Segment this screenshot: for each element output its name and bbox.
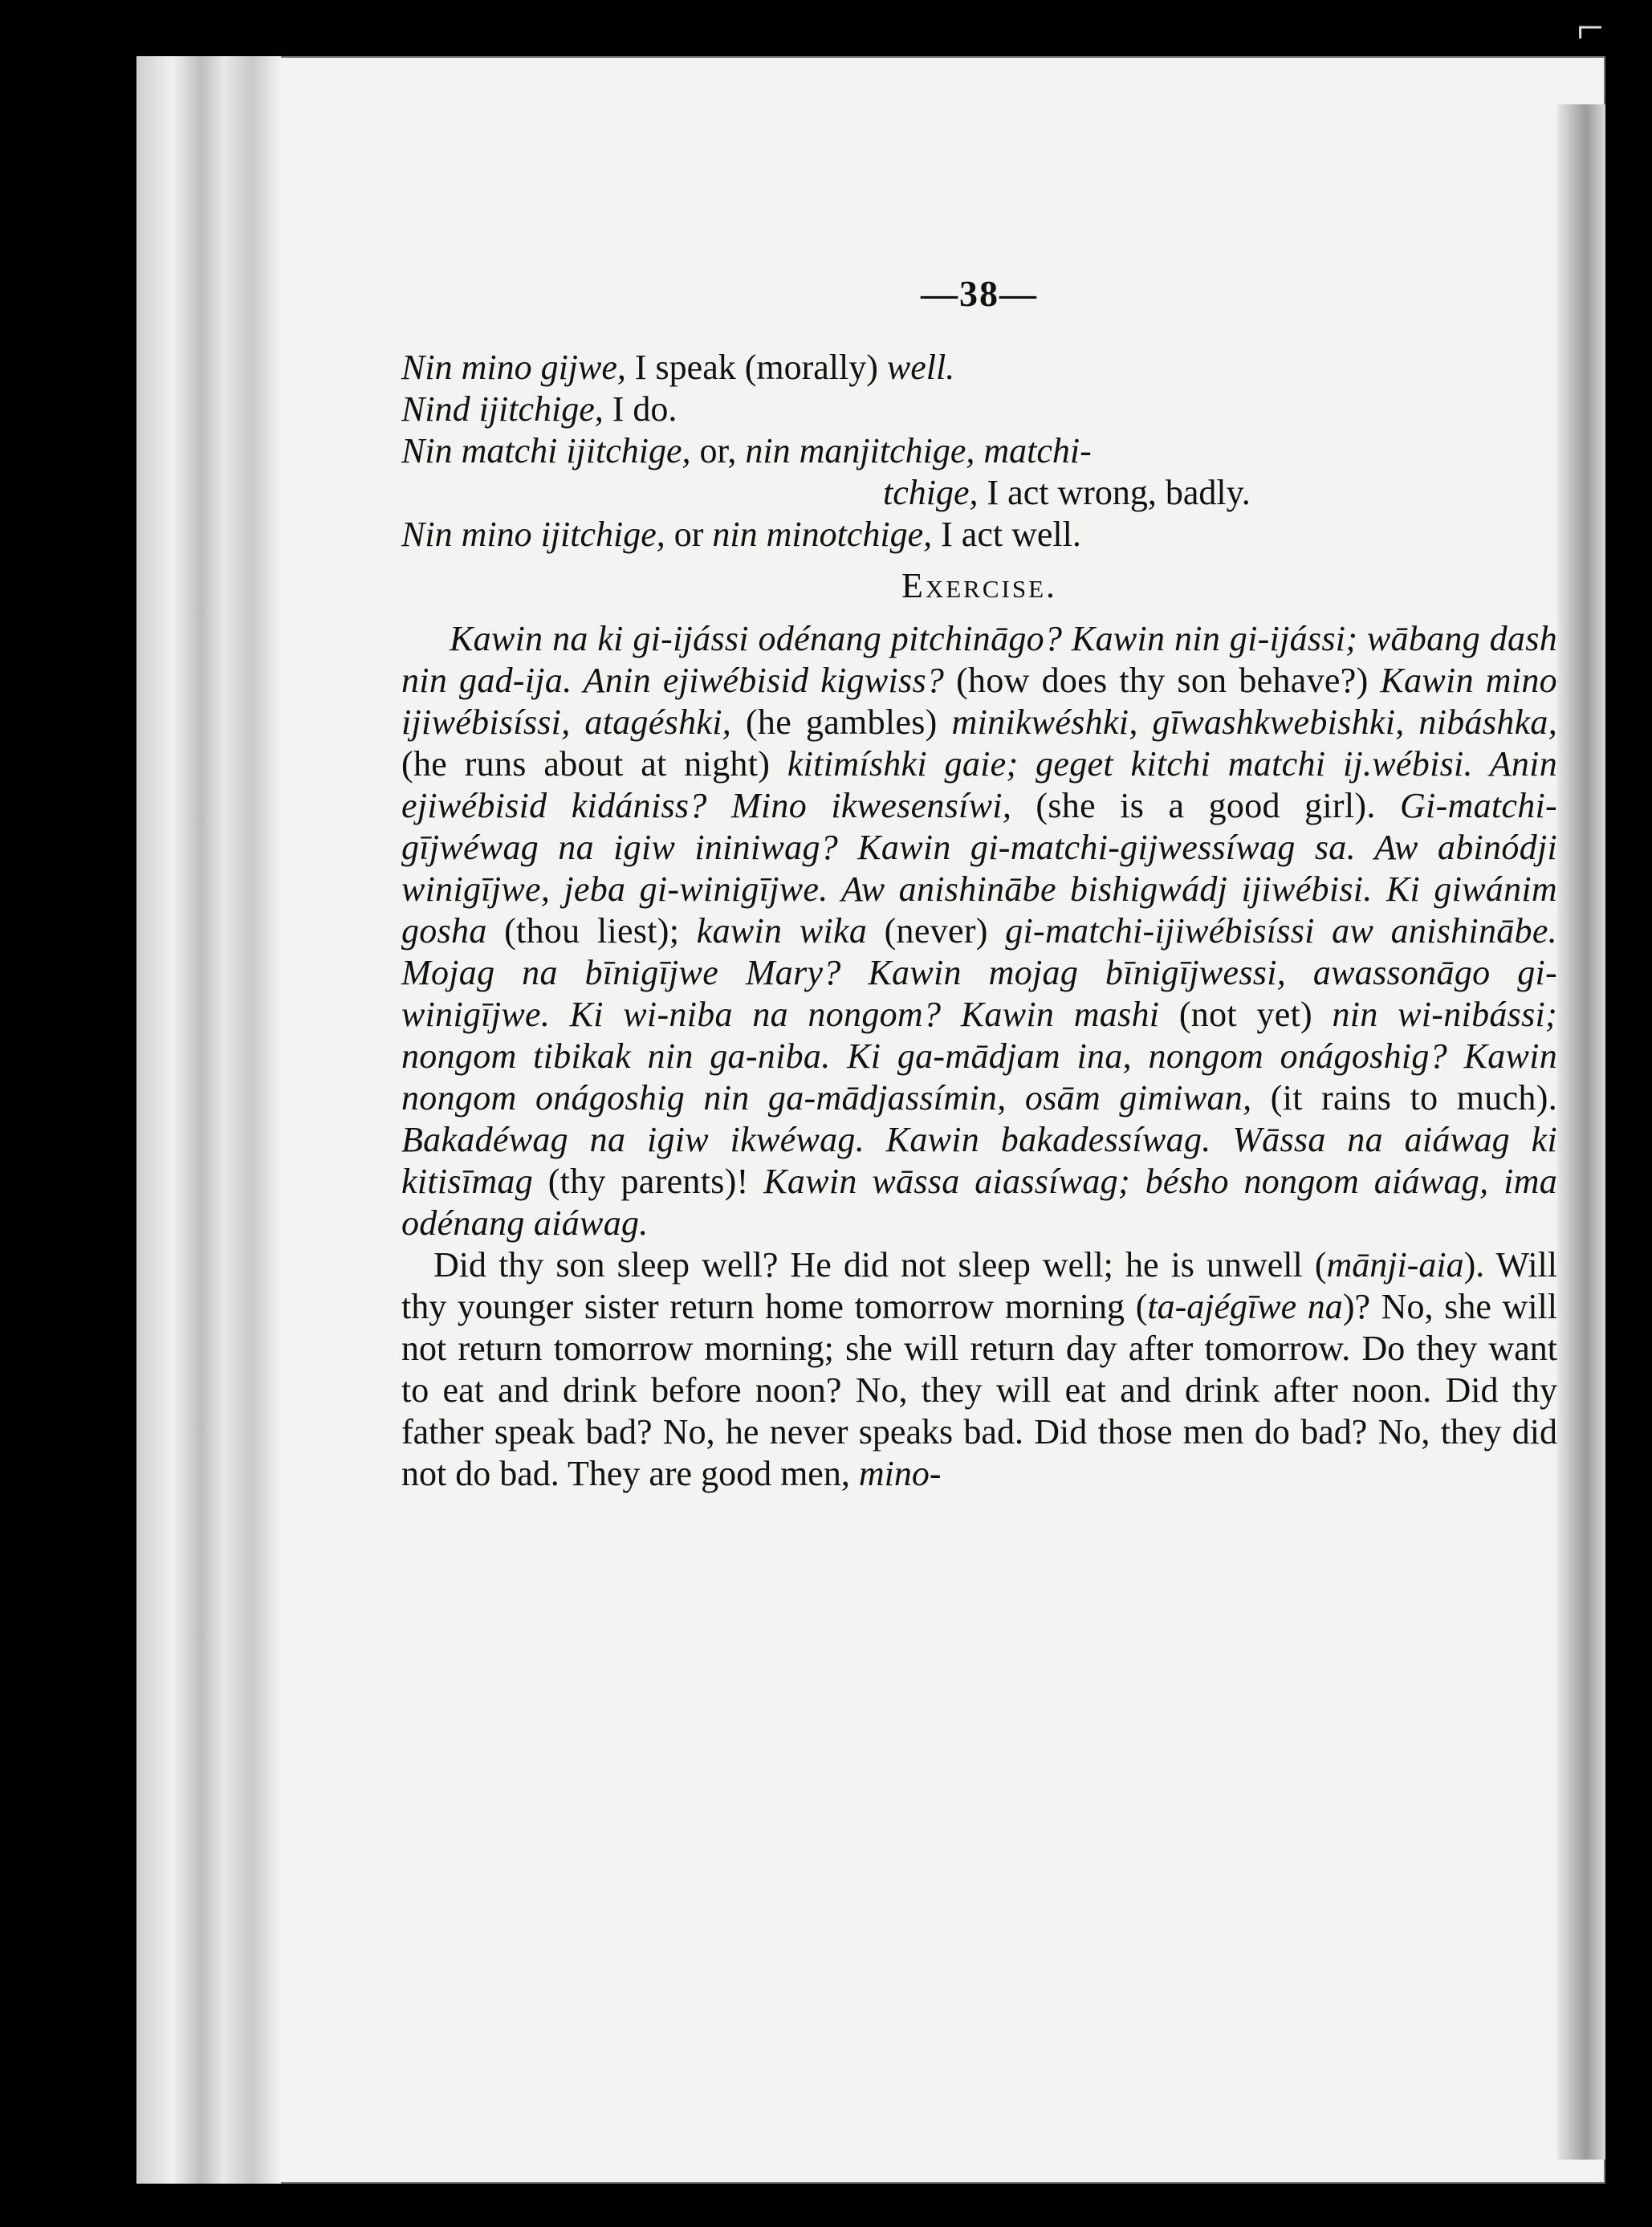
english-text-segment: (not yet) <box>1178 995 1333 1034</box>
native-text-segment: kawin wika <box>696 911 885 951</box>
definition-line <box>401 347 1557 389</box>
english-text-segment: (she is a good girl). <box>1036 786 1400 825</box>
gloss: I act wrong, badly. <box>978 473 1251 512</box>
english-text-segment: (thy parents)! <box>547 1162 764 1201</box>
native-term: nin manjitchige, matchi- <box>745 431 1092 470</box>
definition-line <box>401 514 1557 556</box>
native-term: Nin matchi ijitchige, <box>401 431 691 470</box>
native-text-segment: ta-ajégīwe na <box>1147 1287 1343 1326</box>
exercise-heading: Exercise. <box>901 566 1058 605</box>
gloss: or <box>665 515 713 554</box>
native-text-segment: minikwéshki, gīwashkwebishki, nibáshka, <box>951 702 1558 742</box>
definition-line <box>401 472 1557 514</box>
gloss: or, <box>690 431 746 470</box>
gloss: I act well. <box>932 515 1081 554</box>
page-edge <box>1557 104 1605 2160</box>
definition-line <box>401 430 1557 472</box>
english-text-segment: (how does thy son behave?) <box>956 661 1381 700</box>
english-text-segment: )? No, she will not return tomorrow morning; she will return day after tomorrow. Do they want to eat and drink before noon? No, they will eat and drink after noon. Did thy father speak bad? No, he never speaks bad. Did those men do bad? No, they did not do bad. They are good men, <box>401 1287 1558 1493</box>
definitions <box>401 347 1557 556</box>
native-term: tchige, <box>883 473 979 512</box>
english-text-segment: (thou liest); <box>504 911 697 951</box>
exercise-paragraph <box>401 618 1557 1244</box>
native-text-segment: Gi-matchi-gījwéwag na igiw ininiwag? Kawin gi-matchi-gijwessíwag sa. Aw abinódji winigījwe, jeba gi-winigījwe. Aw anishinābe bishigwádj ijiwébisi. Ki giwánim gosha <box>401 786 1557 951</box>
english-paragraph <box>401 1244 1557 1495</box>
native-text-segment: Kawin wāssa aiassíwag; bésho nongom aiáwag, ima odénang aiáwag. <box>401 1162 1557 1243</box>
native-text-segment: kitimíshki gaie; geget kitchi matchi ij.wébisi. Anin ejiwébisid kidániss? Mino ikwesensíwi, <box>401 744 1557 825</box>
native-text-segment: nin wi-nibássi; nongom tibikak nin ga-niba. Ki ga-mādjam ina, nongom onágoshig? Kawin nongom onágoshig nin ga-mādjassímin, osām gimiwan, <box>401 995 1557 1118</box>
native-term: well. <box>886 348 955 387</box>
native-term: nin minotchige, <box>712 515 933 554</box>
english-text-segment: (he runs about at night) <box>401 744 787 784</box>
native-term: Nind ijitchige, <box>401 389 604 429</box>
native-text-segment: mino- <box>858 1454 942 1493</box>
native-text-segment: Kawin na ki gi-ijássi odénang pitchināgo? Kawin nin gi-ijássi; wābang dash nin gad-ija. Anin ejiwébisid kigwiss? <box>401 619 1557 700</box>
gloss: I do. <box>603 389 677 429</box>
book-page <box>136 56 1605 2184</box>
native-text-segment: Kawin mino ijiwébisíssi, atagéshki, <box>401 661 1557 742</box>
definition-line <box>401 389 1557 430</box>
english-text-segment: (it rains to much). <box>1270 1078 1557 1118</box>
english-text-segment: ). Will thy younger sister return home tomorrow morning ( <box>401 1245 1557 1326</box>
page-number: —38— <box>921 273 1038 314</box>
gloss: I speak (morally) <box>625 348 887 387</box>
native-term: Nin mino ijitchige, <box>401 515 665 554</box>
native-text-segment: Bakadéwag na igiw ikwéwag. Kawin bakadessíwag. Wāssa na aiáwag ki kitisīmag <box>401 1120 1557 1201</box>
native-text-segment: gi-matchi-ijiwébisíssi aw anishinābe. Mojag na bīnigījwe Mary? Kawin mojag bīnigījwessi, awassonāgo gi-winigījwe. Ki wi-niba na nongom? Kawin mashi <box>401 911 1557 1034</box>
scan-mark: ⌐ <box>1577 1 1604 54</box>
native-text-segment: mānji-aia <box>1326 1245 1464 1284</box>
page-content <box>401 273 1557 1495</box>
english-text-segment: (never) <box>884 911 1006 951</box>
english-text-segment: Did thy son sleep well? He did not sleep well; he is unwell ( <box>433 1245 1327 1284</box>
book-gutter <box>136 56 281 2184</box>
native-term: Nin mino gijwe, <box>401 348 626 387</box>
english-text-segment: (he gambles) <box>745 702 952 742</box>
